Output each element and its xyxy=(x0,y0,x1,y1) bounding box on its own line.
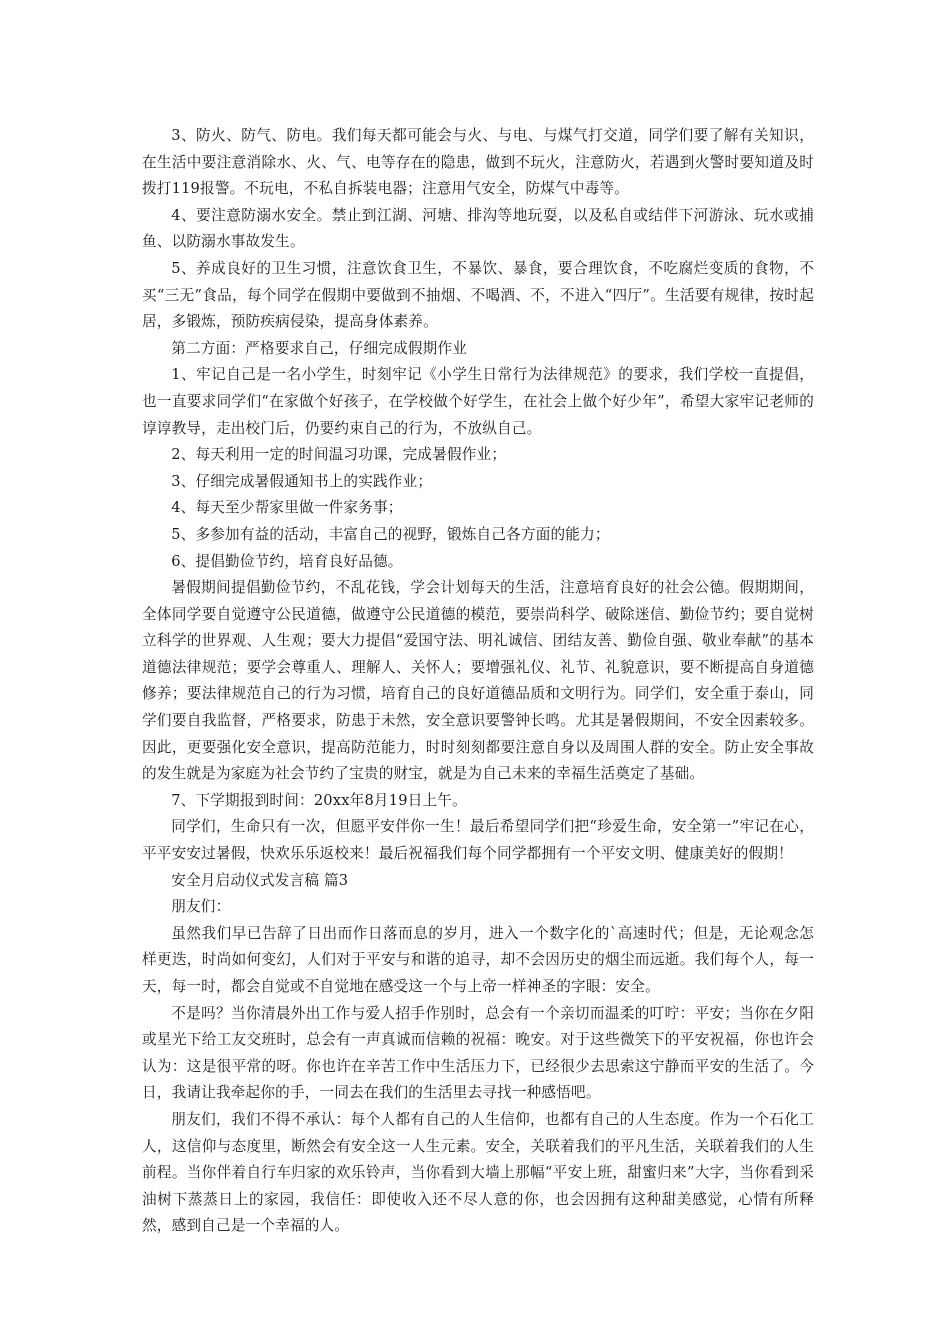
paragraph-fire-safety: 3、防火、防气、防电。我们每天都可能会与火、与电、与煤气打交道，同学们要了解有关知识，在生活中要注意消除水、火、气、电等存在的隐患，做到不玩火，注意防火，若遇到火警时要知道及时拨打119报警。不玩电，不私自拆装电器；注意用气安全，防煤气中毒等。 xyxy=(142,127,814,198)
paragraph-item-2: 2、每天利用一定的时间温习功课，完成暑假作业； xyxy=(171,446,507,464)
paragraph-item-6: 6、提倡勤俭节约，培育良好品德。 xyxy=(171,552,403,570)
paragraph-closing-wish: 同学们，生命只有一次，但愿平安伴你一生！最后希望同学们把“珍爱生命，安全第一”牢记在心，平平安安过暑假，快欢乐乐返校来！最后祝福我们每个同学都拥有一个平安文明、健康美好的假期！ xyxy=(142,818,814,863)
paragraph-hygiene: 5、养成良好的卫生习惯，注意饮食卫生，不暴饮、暴食，要合理饮食，不吃腐烂变质的食物，不买“三无”食品，每个同学在假期中要做到不抽烟、不喝酒、不，不进入“四厅”。生活要有规律，按时起居，多锻炼，预防疾病侵染，提高身体素养。 xyxy=(142,259,814,331)
paragraph-blessing: 不是吗？当你清晨外出工作与爱人招手作别时，总会有一个亲切而温柔的叮咛：平安；当你在夕阳或星光下给工友交班时，总会有一声真诚而信赖的祝福：晚安。对于这些微笑下的平安祝福，你也许会认为：这是很平常的呀。你也许在辛苦工作中生活压力下，已经很少去思索这宁静而平安的生活了。今日，我请让我牵起你的手，一同去在我们的生活里去寻找一种感悟吧。 xyxy=(142,1004,814,1102)
paragraph-item-1: 1、牢记自己是一名小学生，时刻牢记《小学生日常行为法律规范》的要求，我们学校一直提倡，也一直要求同学们“在家做个好孩子，在学校做个好学生，在社会上做个好少年”，希望大家牢记老师的谆谆教导，走出校门后，仍要约束自己的行为，不放纵自己。 xyxy=(142,366,814,437)
paragraph-report-date: 7、下学期报到时间：20xx年8月19日上午。 xyxy=(171,791,467,809)
paragraph-summer-conduct: 暑假期间提倡勤俭节约，不乱花钱，学会计划每天的生活，注意培育良好的社会公德。假期期间，全体同学要自觉遵守公民道德，做遵守公民道德的模范，要崇尚科学、破除迷信、勤俭节约；要自觉树立科学的世界观、人生观；要大力提倡“爱国守法、明礼诚信、团结友善、勤俭自强、敬业奉献”的基本道德法律规范；要学会尊重人、理解人、关怀人；要增强礼仪、礼节、礼貌意识，要不断提高自身道德修养；要法律规范自己的行为习惯，培育自己的良好道德品质和文明行为。同学们，安全重于泰山，同学们要自我监督，严格要求，防患于未然，安全意识要警钟长鸣。尤其是暑假期间，不安全因素较多。因此，更要强化安全意识，提高防范能力，时时刻刻都要注意自身以及周围人群的安全。防止安全事故的发生就是为家庭为社会节约了宝贵的财宝，就是为自己未来的幸福生活奠定了基础。 xyxy=(142,579,814,783)
paragraph-drowning-safety: 4、要注意防溺水安全。禁止到江湖、河塘、排沟等地玩耍，以及私自或结伴下河游泳、玩水或捕鱼、以防溺水事故发生。 xyxy=(142,206,814,251)
section-heading-speech-3: 安全月启动仪式发言稿 篇3 xyxy=(171,871,349,889)
paragraph-item-3: 3、仔细完成暑假通知书上的实践作业； xyxy=(171,472,433,490)
paragraph-life-attitude: 朋友们，我们不得不承认：每个人都有自己的人生信仰，也都有自己的人生态度。作为一个石化工人，这信仰与态度里，断然会有安全这一人生元素。安全，关联着我们的平凡生活，关联着我们的人生前程。当你伴着自行车归家的欢乐铃声，当你看到大墙上那幅“平安上班，甜蜜归来”大字，当你看到采油树下蒸蒸日上的家园，我信任：即使收入还不尽人意的你，也会因拥有这种甜美感觉，心情有所释然，感到自己是一个幸福的人。 xyxy=(142,1110,814,1235)
paragraph-item-5: 5、多参加有益的活动，丰富自己的视野，锻炼自己各方面的能力； xyxy=(171,525,610,543)
paragraph-item-4: 4、每天至少帮家里做一件家务事； xyxy=(171,499,403,517)
section-heading-second-aspect: 第二方面：严格要求自己，仔细完成假期作业 xyxy=(171,339,468,357)
paragraph-digital-era: 虽然我们早已告辞了日出而作日落而息的岁月，进入一个数字化的`高速时代；但是，无论观念怎样更迭，时尚如何变幻，人们对于平安与和谐的追寻，却不会因历史的烟尘而远逝。我们每个人，每一天，每一时，都会自觉或不自觉地在感受这一个与上帝一样神圣的字眼：安全。 xyxy=(142,924,814,995)
document-body xyxy=(142,123,814,1240)
salutation: 朋友们： xyxy=(171,898,231,916)
